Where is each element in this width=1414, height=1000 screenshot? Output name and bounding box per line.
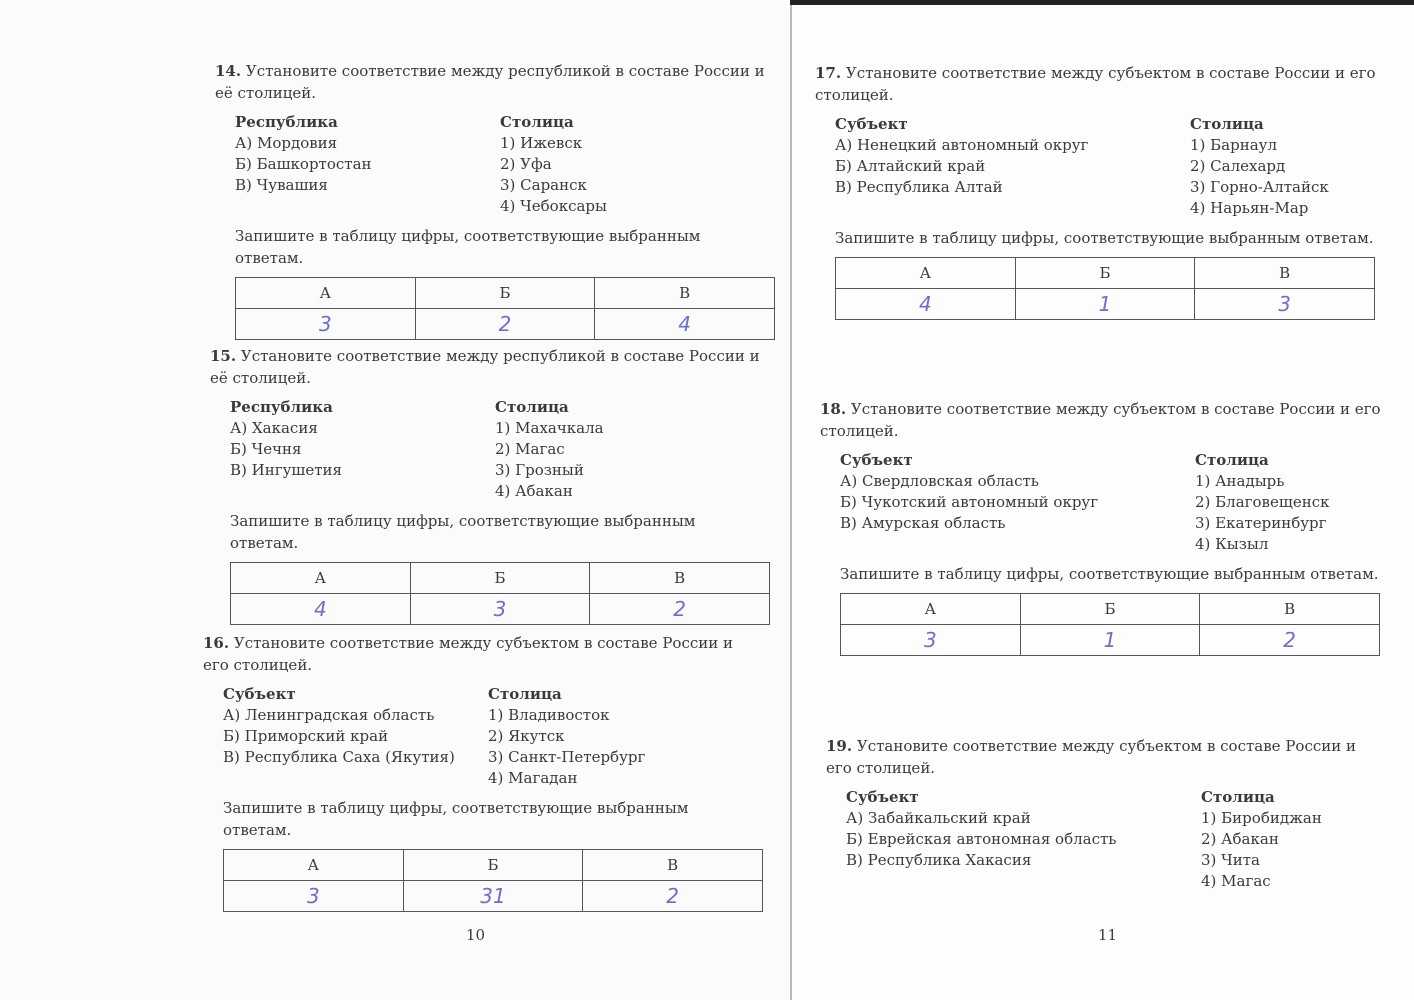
table-header: Б xyxy=(410,563,590,594)
column-heading: Субъект xyxy=(846,788,919,806)
question-prompt: Установите соответствие между субъектом в составе России и его столицей. xyxy=(815,64,1376,104)
option-item: А) Ленинградская область xyxy=(223,706,435,724)
answer-table xyxy=(835,257,1375,320)
column-heading: Столица xyxy=(1201,788,1275,806)
page-number: 11 xyxy=(1098,926,1118,944)
table-header: В xyxy=(583,850,763,881)
question-prompt: Установите соответствие между субъектом в составе России и его столицей. xyxy=(203,634,734,674)
option-item: А) Хакасия xyxy=(230,419,318,437)
answer-cell[interactable]: 4 xyxy=(836,289,1016,320)
question-prompt: Установите соответствие между субъектом в составе России и его столицей. xyxy=(826,737,1357,777)
left-column xyxy=(820,450,1195,555)
question-16 xyxy=(203,632,761,912)
option-item: Б) Чечня xyxy=(230,440,302,458)
option-item: 4) Чебоксары xyxy=(500,197,607,215)
option-item: 3) Горно-Алтайск xyxy=(1190,178,1329,196)
option-item: 4) Нарьян-Мар xyxy=(1190,199,1309,217)
table-header: В xyxy=(590,563,770,594)
question-number: 15. xyxy=(210,347,237,365)
option-item: 1) Биробиджан xyxy=(1201,809,1322,827)
answer-cell[interactable]: 2 xyxy=(590,594,770,625)
question-text xyxy=(815,62,1380,106)
question-prompt: Установите соответствие между республикой в составе России и её столицей. xyxy=(210,347,760,387)
option-item: В) Амурская область xyxy=(840,514,1006,532)
question-prompt: Установите соответствие между субъектом в составе России и его столицей. xyxy=(820,400,1381,440)
question-text xyxy=(826,735,1386,779)
question-18 xyxy=(820,398,1385,656)
question-number: 18. xyxy=(820,400,847,418)
question-text xyxy=(210,345,768,389)
answer-cell[interactable]: 3 xyxy=(841,625,1021,656)
question-number: 16. xyxy=(203,634,230,652)
option-item: Б) Алтайский край xyxy=(835,157,986,175)
answer-cell[interactable]: 1 xyxy=(1020,625,1200,656)
table-header: В xyxy=(1195,258,1375,289)
table-header: А xyxy=(224,850,404,881)
column-heading: Столица xyxy=(1195,451,1269,469)
answer-cell[interactable]: 3 xyxy=(224,881,404,912)
table-header: Б xyxy=(1015,258,1195,289)
question-number: 19. xyxy=(826,737,853,755)
instruction: Запишите в таблицу цифры, соответствующие выбранным ответам. xyxy=(223,799,689,839)
column-heading: Столица xyxy=(495,398,569,416)
right-column xyxy=(495,397,604,502)
option-item: В) Ингушетия xyxy=(230,461,342,479)
option-item: 2) Салехард xyxy=(1190,157,1286,175)
option-item: 4) Магадан xyxy=(488,769,578,787)
option-item: 1) Владивосток xyxy=(488,706,610,724)
instruction: Запишите в таблицу цифры, соответствующие выбранным ответам. xyxy=(840,565,1379,583)
answer-cell[interactable]: 4 xyxy=(231,594,411,625)
column-heading: Субъект xyxy=(835,115,908,133)
option-item: 4) Магас xyxy=(1201,872,1271,890)
table-header: А xyxy=(836,258,1016,289)
option-item: Б) Еврейская автономная область xyxy=(846,830,1117,848)
option-item: А) Ненецкий автономный округ xyxy=(835,136,1089,154)
answer-cell[interactable]: 1 xyxy=(1015,289,1195,320)
right-column xyxy=(500,112,607,217)
question-19 xyxy=(826,735,1386,892)
answer-table xyxy=(235,277,775,340)
option-item: 1) Анадырь xyxy=(1195,472,1285,490)
option-item: 4) Абакан xyxy=(495,482,573,500)
option-item: 3) Санкт-Петербург xyxy=(488,748,646,766)
answer-cell[interactable]: 4 xyxy=(595,309,775,340)
option-item: 2) Якутск xyxy=(488,727,565,745)
answer-cell[interactable]: 3 xyxy=(410,594,590,625)
scan-edge xyxy=(790,0,1414,5)
option-item: 1) Махачкала xyxy=(495,419,604,437)
question-prompt: Установите соответствие между республикой в составе России и её столицей. xyxy=(215,62,765,102)
answer-cell[interactable]: 2 xyxy=(583,881,763,912)
option-item: 2) Магас xyxy=(495,440,565,458)
answer-cell[interactable]: 31 xyxy=(403,881,583,912)
instruction: Запишите в таблицу цифры, соответствующие выбранным ответам. xyxy=(230,512,696,552)
column-heading: Республика xyxy=(230,398,333,416)
answer-table xyxy=(840,593,1380,656)
column-heading: Субъект xyxy=(840,451,913,469)
option-item: В) Республика Хакасия xyxy=(846,851,1032,869)
option-item: А) Забайкальский край xyxy=(846,809,1031,827)
option-item: 2) Благовещенск xyxy=(1195,493,1330,511)
left-column xyxy=(215,112,500,217)
option-item: 1) Ижевск xyxy=(500,134,583,152)
table-header: А xyxy=(236,278,416,309)
column-heading: Субъект xyxy=(223,685,296,703)
right-column xyxy=(1190,114,1329,219)
table-header: В xyxy=(1200,594,1380,625)
column-heading: Республика xyxy=(235,113,338,131)
table-header: Б xyxy=(415,278,595,309)
instruction: Запишите в таблицу цифры, соответствующие выбранным ответам. xyxy=(235,227,701,267)
question-17 xyxy=(815,62,1380,320)
question-text xyxy=(203,632,761,676)
option-item: 2) Уфа xyxy=(500,155,552,173)
table-header: В xyxy=(595,278,775,309)
right-column xyxy=(488,684,645,789)
right-column xyxy=(1195,450,1329,555)
page-number: 10 xyxy=(466,926,486,944)
table-header: А xyxy=(231,563,411,594)
option-item: Б) Чукотский автономный округ xyxy=(840,493,1099,511)
answer-table xyxy=(223,849,763,912)
option-item: 3) Грозный xyxy=(495,461,584,479)
question-15 xyxy=(210,345,768,625)
option-item: Б) Приморский край xyxy=(223,727,389,745)
option-item: 4) Кызыл xyxy=(1195,535,1269,553)
option-item: 3) Саранск xyxy=(500,176,587,194)
question-text xyxy=(820,398,1385,442)
answer-cell[interactable]: 3 xyxy=(1195,289,1375,320)
option-item: 3) Екатеринбург xyxy=(1195,514,1327,532)
table-header: Б xyxy=(1020,594,1200,625)
left-column xyxy=(815,114,1190,219)
answer-cell[interactable]: 2 xyxy=(1200,625,1380,656)
option-item: В) Чувашия xyxy=(235,176,328,194)
left-column xyxy=(826,787,1201,892)
answer-cell[interactable]: 3 xyxy=(236,309,416,340)
table-header: А xyxy=(841,594,1021,625)
left-column xyxy=(210,397,495,502)
option-item: А) Мордовия xyxy=(235,134,338,152)
right-column xyxy=(1201,787,1322,892)
option-item: Б) Башкортостан xyxy=(235,155,372,173)
question-text xyxy=(215,60,773,104)
option-item: 3) Чита xyxy=(1201,851,1260,869)
left-column xyxy=(203,684,488,789)
answer-table xyxy=(230,562,770,625)
question-number: 17. xyxy=(815,64,842,82)
answer-cell[interactable]: 2 xyxy=(415,309,595,340)
option-item: 1) Барнаул xyxy=(1190,136,1278,154)
option-item: В) Республика Саха (Якутия) xyxy=(223,748,455,766)
question-14 xyxy=(215,60,773,340)
instruction: Запишите в таблицу цифры, соответствующие выбранным ответам. xyxy=(835,229,1374,247)
column-heading: Столица xyxy=(1190,115,1264,133)
column-heading: Столица xyxy=(488,685,562,703)
option-item: 2) Абакан xyxy=(1201,830,1279,848)
question-number: 14. xyxy=(215,62,242,80)
option-item: А) Свердловская область xyxy=(840,472,1039,490)
table-header: Б xyxy=(403,850,583,881)
column-heading: Столица xyxy=(500,113,574,131)
option-item: В) Республика Алтай xyxy=(835,178,1003,196)
